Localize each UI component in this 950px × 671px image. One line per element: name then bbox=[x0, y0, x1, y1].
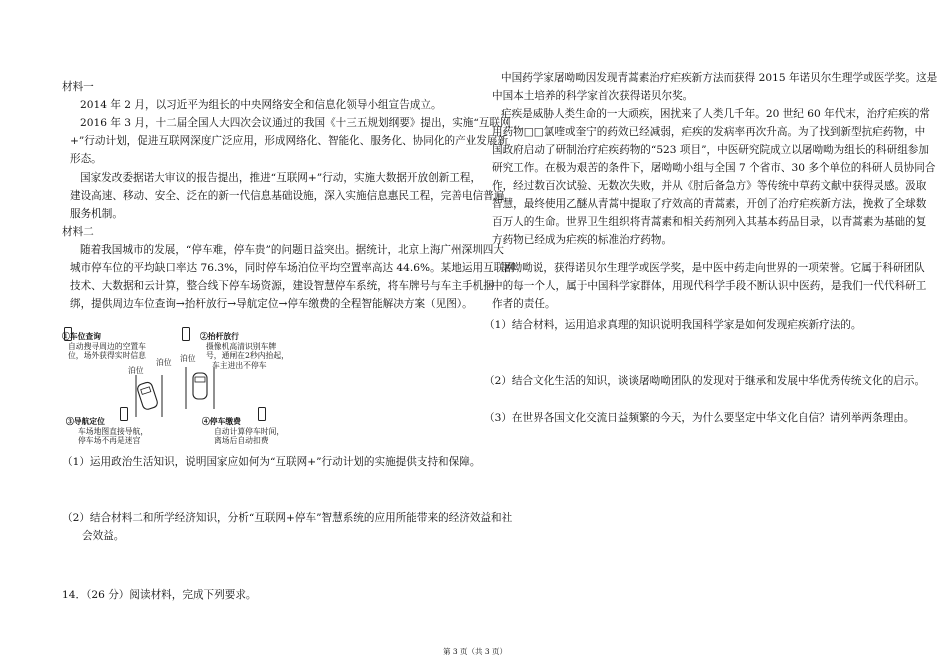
material-paragraph: 屠呦呦说，获得诺贝尔生理学或医学奖，是中医中药走向世界的一项荣誉。它属于科研团队 bbox=[501, 262, 925, 274]
material-paragraph: 疟疾是威胁人类生命的一大顽疾，困扰来了人类几千年。20 世纪 60 年代末，治疗疟疾的常 bbox=[501, 108, 931, 120]
material-paragraph: 中国本土培养的科学家首次获得诺贝尔奖。 bbox=[492, 90, 694, 102]
step-2-title: ②抬杆放行 bbox=[200, 332, 239, 341]
material-paragraph: 中的每一个人，属于中国科学家群体，用现代科学手段不断认识中医药，是我们一代代科研工 bbox=[492, 280, 927, 292]
step-1-desc: 自动搜寻周边的空置车 bbox=[68, 341, 146, 351]
material-1-paragraph: 服务机制。 bbox=[70, 208, 123, 220]
material-paragraph: 作者的责任。 bbox=[492, 298, 556, 310]
parking-slot-label: 泊位 bbox=[156, 358, 172, 367]
question-2: 会效益。 bbox=[82, 530, 125, 542]
step-4-desc: 离场后自动扣费 bbox=[214, 436, 269, 445]
material-paragraph: 研究工作。在极为艰苦的条件下，屠呦呦小组与全国 7 个省市、30 多个单位的科研人员协同合 bbox=[492, 162, 936, 174]
material-1-paragraph: 2016 年 3 月，十二届全国人大四次会议通过的我国《十三五规划纲要》提出，实施“互联网 bbox=[80, 117, 511, 129]
step-4-desc: 自动计算停车时间， bbox=[214, 426, 285, 436]
smart-parking-figure bbox=[62, 327, 289, 452]
material-1-paragraph: 形态。 bbox=[70, 153, 102, 165]
question-2: （2）结合材料二和所学经济知识，分析“互联网+停车”智慧系统的应用所能带来的经济效益和社 bbox=[62, 512, 513, 524]
step-2-desc: 号，通闸在2秒内抬起， bbox=[206, 351, 289, 360]
step-2-desc: 车主进出不停车 bbox=[212, 360, 267, 370]
material-paragraph: 方药物已经成为疟疾的标准治疗药物。 bbox=[492, 234, 673, 246]
material-1-paragraph: 国家发改委据诺大审议的报告提出，推进“互联网+”行动，实施大数据开放创新工程， bbox=[80, 172, 482, 184]
question-1: （1）结合材料，运用追求真理的知识说明我国科学家是如何发现疟疾新疗法的。 bbox=[484, 319, 862, 331]
question-2: （2）结合文化生活的知识，谈谈屠呦呦团队的发现对于继承和发展中华优秀传统文化的启示。 bbox=[484, 375, 926, 387]
step-1-title: ①车位查询 bbox=[62, 332, 101, 341]
material-2-title: 材料二 bbox=[62, 226, 94, 238]
material-1-paragraph: 2014 年 2 月，以习近平为组长的中央网络安全和信息化领导小组宣告成立。 bbox=[80, 99, 442, 111]
material-paragraph: 智慧，最终使用乙醚从青蒿中提取了疗效高的青蒿素，开创了治疗疟疾新方法，挽救了全球数 bbox=[492, 198, 927, 210]
material-paragraph: 百万人的生命。世界卫生组织将青蒿素和相关药剂列入其基本药品目录，以青蒿素为基础的复 bbox=[492, 216, 927, 228]
step-3-desc: 车场地图直接导航， bbox=[78, 426, 149, 436]
material-1-title: 材料一 bbox=[62, 81, 94, 93]
material-paragraph: 用药物□□氯喹或奎宁的药效已经减弱，疟疾的发病率再次升高。为了找到新型抗疟药物，中 bbox=[492, 126, 926, 138]
material-2-paragraph: 绑，提供周边车位查询→抬杆放行→导航定位→停车缴费的全程智能解决方案（见图）。 bbox=[70, 298, 473, 310]
material-paragraph: 作，经过数百次试验、无数次失败，并从《肘后备急方》等传统中草药文献中获得灵感。汲取 bbox=[492, 180, 927, 192]
material-paragraph: 中国药学家屠呦呦因发现青蒿素治疗疟疾新方法而获得 2015 年诺贝尔生理学或医学奖。这是 bbox=[501, 72, 938, 84]
material-2-paragraph: 城市停车位的平均缺口率达 76.3%，同时停车场泊位平均空置率高达 44.6%。某地运用互联网 bbox=[70, 262, 515, 274]
step-3-title: ③导航定位 bbox=[66, 417, 105, 426]
step-1-desc: 位，场外获得实时信息 bbox=[68, 351, 146, 360]
question-14-heading: 14．（26 分）阅读材料，完成下列要求。 bbox=[62, 589, 257, 601]
material-1-paragraph: 建设高速、移动、安全、泛在的新一代信息基础设施，深入实施信息惠民工程，完善电信普遍 bbox=[70, 190, 505, 202]
material-2-paragraph: 随着我国城市的发展，“停车难，停车贵”的问题日益突出。据统计，北京上海广州深圳四大 bbox=[80, 244, 504, 256]
material-2-paragraph: 技术、大数据和云计算，整合线下停车场资源，建设智慧停车系统，将车牌号与车主手机捆 bbox=[70, 280, 494, 292]
parking-slot-label: 泊位 bbox=[128, 366, 144, 375]
page-footer: 第 3 页（共 3 页） bbox=[442, 647, 508, 656]
material-paragraph: 国政府启动了研制治疗疟疾药物的“523 项目”，中医研究院成立以屠呦呦为组长的科研组参加 bbox=[492, 144, 929, 156]
parking-slot-label: 泊位 bbox=[180, 354, 196, 363]
question-3: （3）在世界各国文化交流日益频繁的今天，为什么要坚定中华文化自信？请列举两条理由。 bbox=[484, 412, 915, 424]
step-2-desc: 摄像机高清识别车牌 bbox=[206, 341, 277, 351]
phone-icon bbox=[182, 327, 190, 341]
question-1: （1）运用政治生活知识，说明国家应如何为“互联网+”行动计划的实施提供支持和保障。 bbox=[62, 456, 481, 468]
step-3-desc: 停车场不再是迷宫 bbox=[78, 436, 141, 445]
material-1-paragraph: +”行动计划，促进互联网深度广泛应用，形成网络化、智能化、服务化、协同化的产业发展新 bbox=[70, 135, 509, 147]
step-4-title: ④停车缴费 bbox=[202, 417, 241, 426]
